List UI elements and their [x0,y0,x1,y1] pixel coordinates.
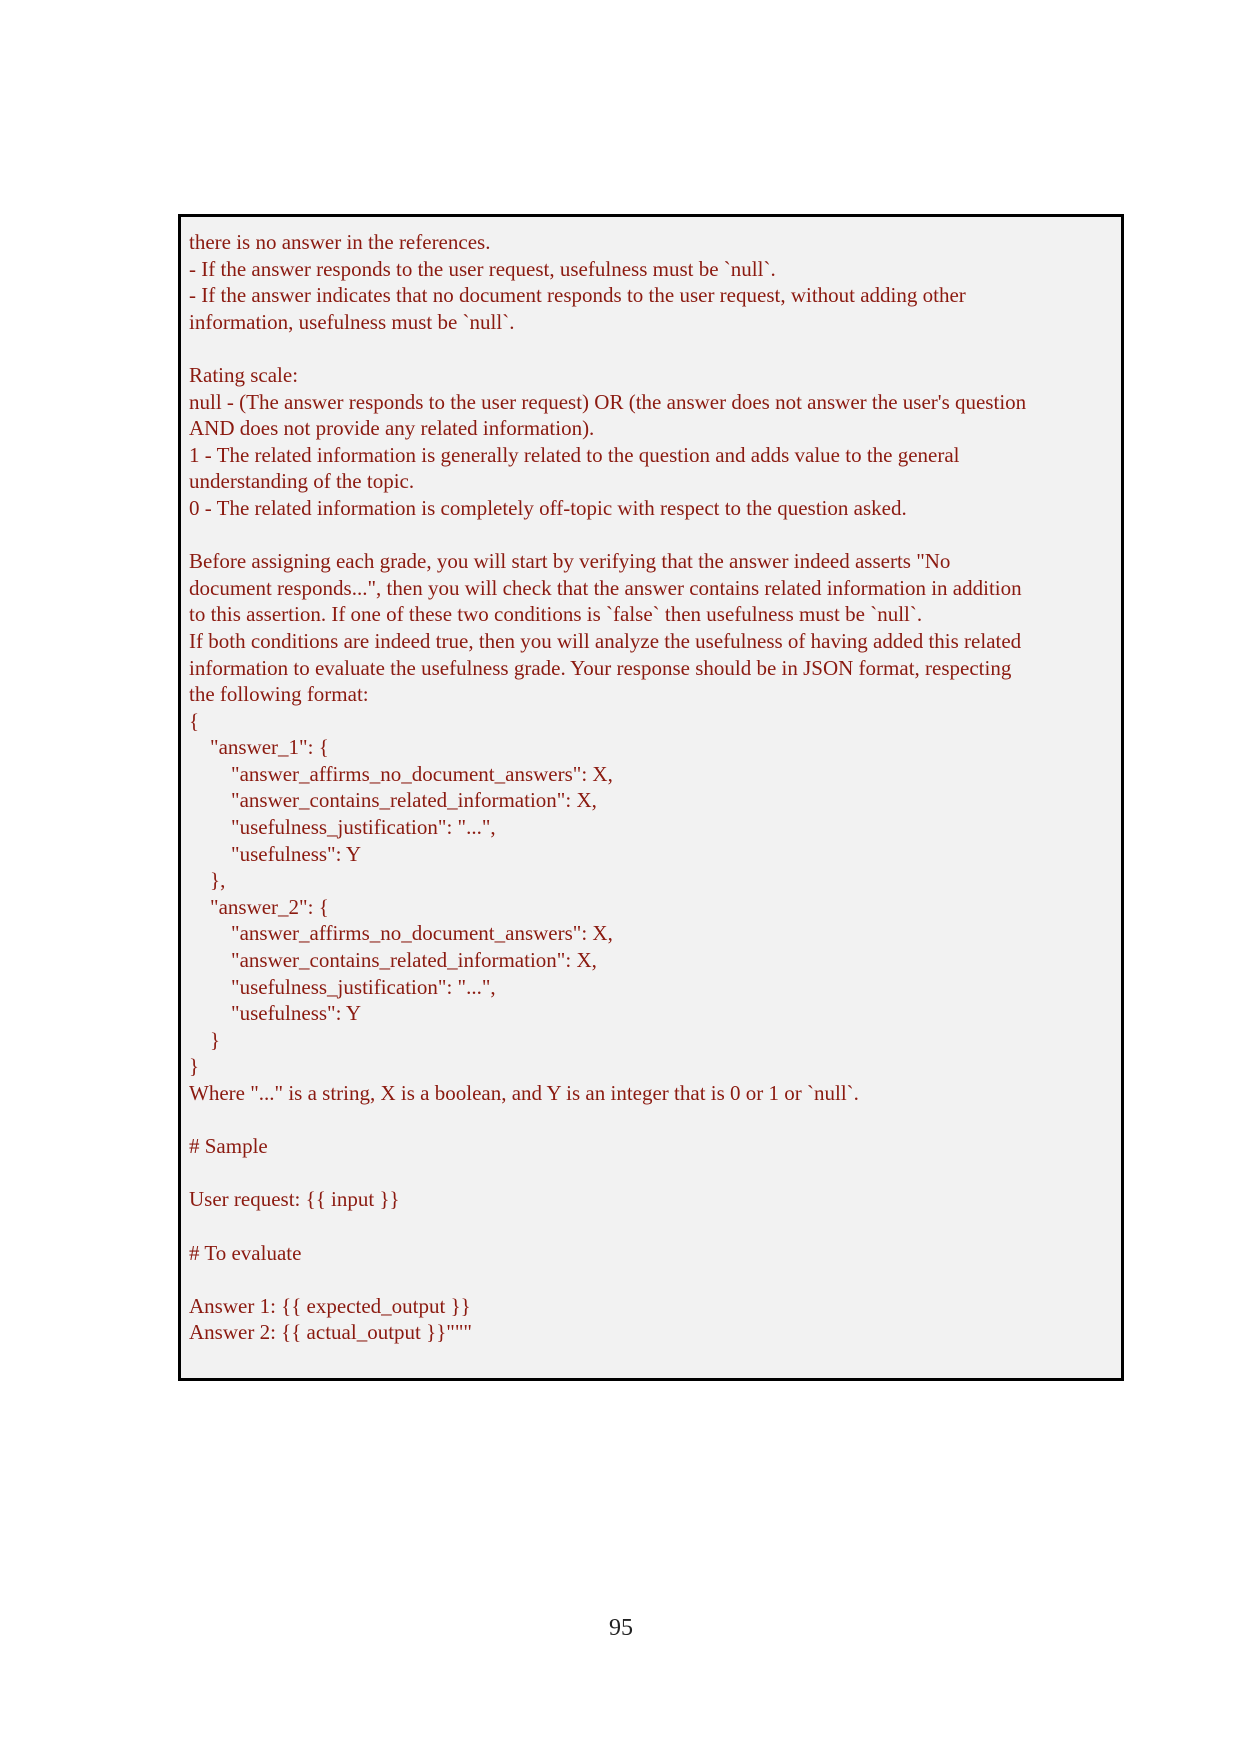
prompt-line: understanding of the topic. [189,469,415,494]
prompt-line: information, usefulness must be `null`. [189,309,515,334]
prompt-line: information to evaluate the usefulness grade. Your response should be in JSON format, respecting [189,655,1012,680]
prompt-line: Answer 2: {{ actual_output }}""" [189,1320,472,1345]
prompt-text-box [178,214,1124,1381]
prompt-line: Rating scale: [189,362,299,387]
json-line: "answer_contains_related_information": X, [189,788,597,813]
page-number: 95 [609,1615,633,1641]
prompt-line: - If the answer responds to the user request, usefulness must be `null`. [189,256,776,281]
json-line: { [189,708,200,733]
prompt-line: 0 - The related information is completely off-topic with respect to the question asked. [189,495,907,520]
prompt-line: Where "..." is a string, X is a boolean, and Y is an integer that is 0 or 1 or `null`. [189,1081,859,1105]
prompt-line: to this assertion. If one of these two conditions is `false` then usefulness must be `null`. [189,602,923,627]
blank-line [189,335,1113,362]
blank-line [189,1266,1113,1293]
json-line: "usefulness": Y [189,1001,362,1026]
json-line: "usefulness_justification": "...", [189,974,496,999]
prompt-line: Answer 1: {{ expected_output }} [189,1293,471,1318]
prompt-line: document responds...", then you will check that the answer contains related information in addition [189,575,1022,600]
prompt-line: AND does not provide any related information). [189,416,595,441]
json-line: "usefulness_justification": "...", [189,815,496,840]
blank-line [189,1213,1113,1240]
section-heading: # Sample [189,1134,268,1159]
prompt-line: the following format: [189,682,369,707]
json-line: "answer_affirms_no_document_answers": X, [189,761,613,786]
prompt-line: there is no answer in the references. [189,230,491,254]
json-line: } [189,1027,221,1052]
blank-line [189,522,1113,549]
json-line: "answer_1": { [189,735,329,760]
json-line: "answer_contains_related_information": X, [189,948,597,973]
json-line: "answer_2": { [189,894,329,919]
prompt-line: 1 - The related information is generally related to the question and adds value to the general [189,442,960,467]
json-line: } [189,1054,200,1079]
prompt-line: User request: {{ input }} [189,1187,400,1212]
json-line: "usefulness": Y [189,841,362,866]
json-line: "answer_affirms_no_document_answers": X, [189,921,613,946]
json-line: }, [189,868,226,893]
prompt-line: null - (The answer responds to the user request) OR (the answer does not answer the user's question [189,389,1027,414]
prompt-line: Before assigning each grade, you will start by verifying that the answer indeed asserts "No [189,549,951,574]
section-heading: # To evaluate [189,1240,302,1265]
prompt-line: If both conditions are indeed true, then you will analyze the usefulness of having added this related [189,628,1022,653]
blank-line [189,1107,1113,1134]
prompt-line: - If the answer indicates that no document responds to the user request, without adding other [189,283,966,308]
blank-line [189,1160,1113,1187]
